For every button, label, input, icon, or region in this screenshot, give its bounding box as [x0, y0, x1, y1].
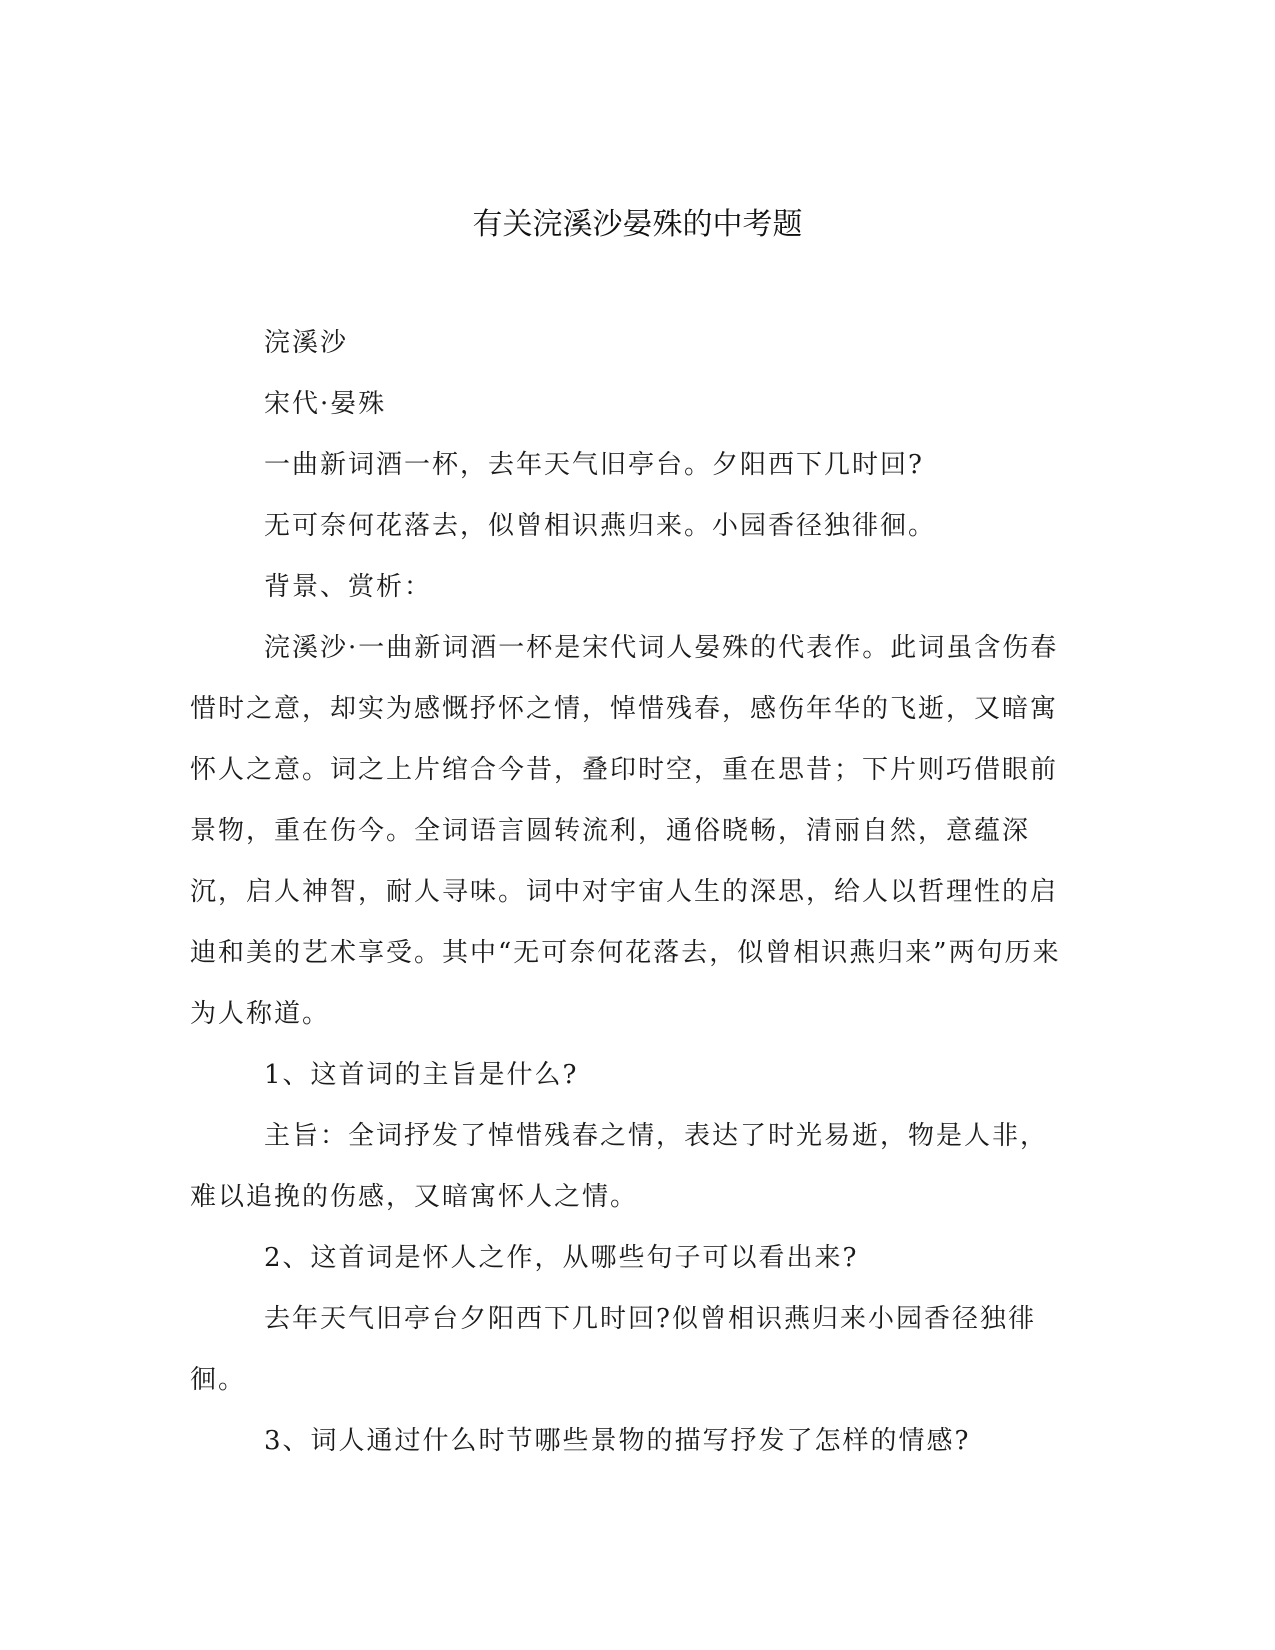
- poem-title: 浣溪沙: [264, 328, 349, 358]
- document-body: [190, 313, 1070, 1472]
- document-title: 有关浣溪沙晏殊的中考题: [472, 207, 803, 242]
- question-2: 2、这首词是怀人之作，从哪些句子可以看出来?: [264, 1243, 859, 1273]
- answer-2: 去年天气旧亭台夕阳西下几时回?似曾相识燕归来小园香径独徘徊。: [190, 1304, 1036, 1395]
- analysis-paragraph: 浣溪沙·一曲新词酒一杯是宋代词人晏殊的代表作。此词虽含伤春惜时之意，却实为感慨抒怀之情，悼惜残春，感伤年华的飞逝，又暗寓怀人之意。词之上片绾合今昔，叠印时空，重在思昔；下片则巧借眼前景物，重在伤今。全词语言圆转流利，通俗晓畅，清丽自然，意蕴深沉，启人神智，耐人寻味。词中对宇宙人生的深思，给人以哲理性的启迪和美的艺术享受。其中“无可奈何花落去，似曾相识燕归来”两句历来为人称道。: [190, 633, 1061, 1029]
- question-3: 3、词人通过什么时节哪些景物的描写抒发了怎样的情感?: [264, 1426, 971, 1456]
- poem-line-1: 一曲新词酒一杯，去年天气旧亭台。夕阳西下几时回?: [264, 450, 924, 480]
- answer-1: 主旨：全词抒发了悼惜残春之情，表达了时光易逝，物是人非，难以追挽的伤感，又暗寓怀人之情。: [190, 1121, 1049, 1212]
- question-1: 1、这首词的主旨是什么?: [264, 1060, 579, 1090]
- poem-line-2: 无可奈何花落去，似曾相识燕归来。小园香径独徘徊。: [264, 511, 937, 541]
- poem-author: 宋代·晏殊: [264, 389, 387, 419]
- section-heading-background: 背景、赏析：: [264, 572, 433, 602]
